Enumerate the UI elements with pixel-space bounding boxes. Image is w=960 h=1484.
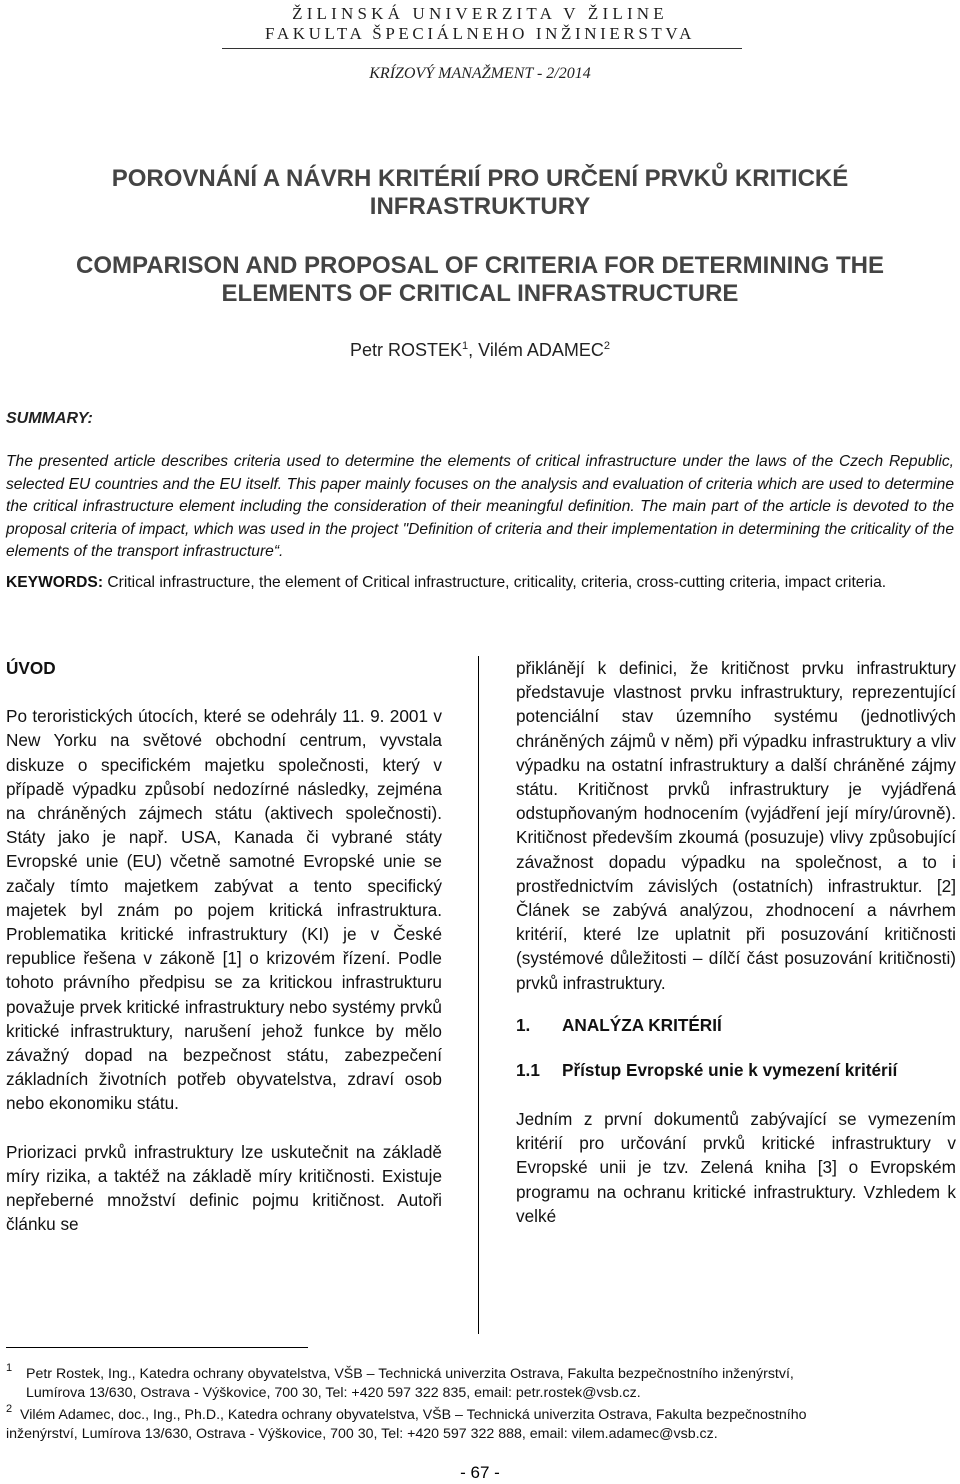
author-name: Petr ROSTEK [350, 340, 463, 360]
section-title: Přístup Evropské unie k vymezení kritérií [562, 1060, 898, 1081]
footnote-2 [6, 1403, 954, 1444]
paragraph: Priorizaci prvků infrastruktury lze uskutečnit na základě míry rizika, a taktéž na základě míry kritičnosti. Existuje nepřeberné množství definic pojmu kritičnost. Autoři článku se [6, 1141, 442, 1235]
section-number: 1. [516, 1014, 531, 1035]
section-heading-intro: ÚVOD [6, 658, 56, 678]
title-en [0, 252, 960, 308]
footnote-1 [6, 1362, 954, 1403]
section-heading-1 [516, 1013, 956, 1037]
keywords [6, 572, 954, 594]
title-en-line: COMPARISON AND PROPOSAL OF CRITERIA FOR DETERMINING THE [75, 252, 885, 279]
author-affiliation-mark: 2 [603, 340, 610, 352]
footnote-rule [6, 1347, 308, 1348]
column-divider [478, 656, 479, 1334]
faculty-name: FAKULTA ŠPECIÁLNEHO INŽINIERSTVA [265, 24, 695, 43]
author-separator: , [468, 340, 479, 360]
author-name: Vilém ADAMEC [478, 340, 604, 360]
footnote-line: Vilém Adamec, doc., Ing., Ph.D., Katedra ochrany obyvatelstva, VŠB – Technická univerzita Ostrava, Fakulta bezpečnostního [20, 1407, 807, 1423]
university-name: ŽILINSKÁ UNIVERZITA V ŽILINE [292, 4, 668, 23]
section-number: 1.1 [516, 1060, 540, 1081]
left-column [6, 656, 442, 1236]
title-cz-line: POROVNÁNÍ A NÁVRH KRITÉRIÍ PRO URČENÍ PRVKŮ KRITICKÉ [111, 165, 849, 192]
summary-heading: SUMMARY: [6, 410, 93, 427]
page-number: - 67 - [460, 1463, 500, 1482]
journal-issue: KRÍZOVÝ MANAŽMENT - 2/2014 [369, 65, 591, 82]
footnote-line: Lumírova 13/630, Ostrava - Výškovice, 700 30, Tel: +420 597 322 835, email: petr.rostek@vsb.cz. [26, 1385, 641, 1401]
keywords-label: KEYWORDS: [6, 574, 104, 591]
footnote-mark: 1 [6, 1362, 13, 1374]
paragraph: Po teroristických útocích, které se odehrály 11. 9. 2001 v New Yorku na světové obchodní centrum, vyvstala diskuze o specifickém majetku společnosti, který v případě výpadku způsobí nedozírné následky, zejména na chráněných zájmech státu (aktivech společnosti). Státy jako je např. USA, Kanada či vybrané státy Evropské unie (EU) včetně samotné Evropské unie se začaly tímto majetkem zabývat a tento specifický majetek byl znám po pojem kritická infrastruktura. Problematika kritické infrastruktury (KI) je v České republice řešena v zákoně [1] o krizovém řízení. Podle tohoto právního předpisu se za kritickou infrastrukturu považuje prvek kritické infrastruktury nebo systémy prvků kritické infrastruktury, narušení jehož funkce by mělo závažný dopad na bezpečnost státu, zabezpečení základních životních potřeb obyvatelstva, zdraví osob nebo ekonomiku státu. [6, 706, 442, 1114]
footnote-mark: 2 [6, 1403, 13, 1415]
author-affiliation-mark: 1 [462, 340, 469, 352]
footnote-text [6, 1365, 954, 1403]
paragraph: přiklánějí k definici, že kritičnost prvku infrastruktury představuje vlastnost prvku infrastruktury, reprezentující potenciální stav územního systému (jednotlivých chráněných zájmů v něm) při výpadku infrastruktury a vliv výpadku na ostatní infrastruktury a další chráněné zájmy státu. Kritičnost prvků infrastruktury je vyjádřená odstupňovaným hodnocením (vyjádření její míry/úrovně). Kritičnost především zkoumá (posuzuje) vlivy způsobující závažnost dopadu výpadku na společnost, a to i prostřednictvím závislých (ostatních) infrastruktur. [2] Článek se zabývá analýzou, zhodnocení a návrhem kritérií, které lze uplatnit při posuzování kritičnosti (systémové důležitosti – dílčí část posuzování kritičnosti) prvků infrastruktury. [516, 658, 956, 993]
abstract: The presented article describes criteria used to determine the elements of critical infrastructure under the laws of the Czech Republic, selected EU countries and the EU itself. This paper mainly focuses on the analysis and evaluation of criteria which are used to determine the critical infrastructure element including the consideration of their meaningful definition. The main part of the article is devoted to the proposal criteria of impact, which was used in the project "Definition of criteria and their implementation in determining the criticality of the elements of the transport infrastructure“. [6, 453, 954, 560]
title-cz-line: INFRASTRUKTURY [369, 193, 591, 220]
header-rule [222, 48, 742, 49]
title-en-line: ELEMENTS OF CRITICAL INFRASTRUCTURE [221, 280, 739, 307]
section-heading-1-1 [516, 1057, 956, 1083]
footnote-text [6, 1406, 954, 1444]
footnote-line: inženýrství, Lumírova 13/630, Ostrava - Výškovice, 700 30, Tel: +420 597 322 888, email: vilem.adamec@vsb.cz. [6, 1426, 718, 1442]
authors [0, 340, 960, 361]
footnote-line: Petr Rostek, Ing., Katedra ochrany obyvatelstva, VŠB – Technická univerzita Ostrava, Fakulta bezpečnostního inženýrství, [26, 1366, 794, 1382]
title-cz [0, 165, 960, 221]
right-column [516, 656, 956, 1228]
section-title: ANALÝZA KRITÉRIÍ [562, 1014, 722, 1035]
keywords-text: Critical infrastructure, the element of Critical infrastructure, criticality, criteria, cross-cutting criteria, impact criteria. [103, 574, 887, 591]
paragraph: Jedním z první dokumentů zabývající se vymezením kritérií pro určování prvků kritické infrastruktury v Evropské unii je tzv. Zelená kniha [3] o Evropském programu na ochranu kritické infrastruktury. Vzhledem k velké [516, 1109, 956, 1226]
